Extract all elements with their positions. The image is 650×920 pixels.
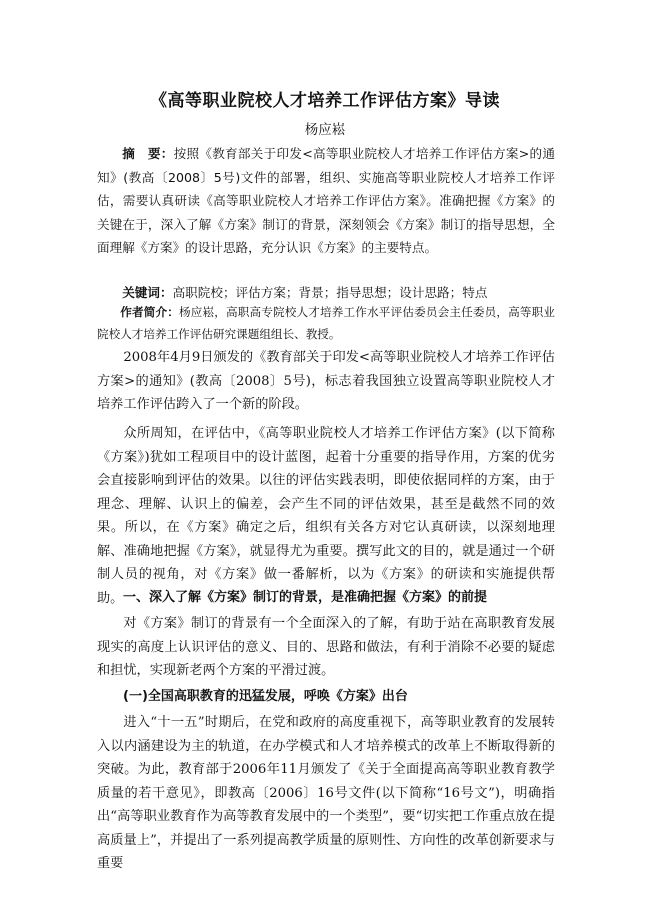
abstract-text: 按照《教育部关于印发<高等职业院校人才培养工作评估方案>的通知》(教高〔2008〕5号)文件的部署，组织、实施高等职业院校人才培养工作评估，需要认真研读《高等职业院校人才培养工作评估方案》。准确把握《方案》的关键在于，深入了解《方案》制订的背景，深刻领会《方案》制订的指导思想，全面理解《方案》的设计思路，充分认识《方案》的主要特点。	[97, 146, 556, 255]
body-paragraph-4: 进入“十一五”时期后，在党和政府的高度重视下，高等职业教育的发展转入以内涵建设为主的轨道，在办学模式和人才培养模式的改革上不断取得新的突破。为此，教育部于2006年11月颁发了《关于全面提高高等职业教育教学质量的若干意见》，即教高〔2006〕16号文件(以下简称“16号文”)，明确指出“高等职业教育作为高等教育发展中的一个类型”，要“切实把工作重点放在提高质量上”，并提出了一系列提高教学质量的原则性、方向性的改革创新要求与重要	[97, 715, 555, 871]
body-paragraph-3: 对《方案》制订的背景有一个全面深入的了解，有助于站在高职教育发展现实的高度上认识评估的意义、目的、思路和做法，有利于消除不必要的疑虑和担忧，实现新老两个方案的平滑过渡。	[97, 616, 555, 678]
author-bio-label: 作者简介：	[120, 305, 179, 319]
abstract-paragraph	[97, 142, 555, 260]
keywords-text: 高职院校；评估方案；背景；指导思想；设计思路；特点	[172, 285, 488, 300]
body-paragraph-1: 2008年4月9日颁发的《教育部关于印发<高等职业院校人才培养工作评估方案>的通知》(教高〔2008〕5号)，标志着我国独立设置高等职业院校人才培养工作评估跨入了一个新的阶段。	[97, 350, 555, 412]
subsection-heading-1: (一)全国高职教育的迅猛发展，呼唤《方案》出台	[123, 689, 408, 704]
body-paragraph-2: 众所周知，在评估中，《高等职业院校人才培养工作评估方案》(以下简称《方案》)犹如工程项目中的设计蓝图，起着十分重要的指导作用，方案的优劣会直接影响到评估的效果。以往的评估实践表明，即使依据同样的方案，由于理念、理解、认识上的偏差，会产生不同的评估效果，甚至是截然不同的效果。所以，在《方案》确定之后，组织有关各方对它认真研读，以深刻地理解、准确地把握《方案》，就显得尤为重要。撰写此文的目的，就是通过一个研制人员的视角，对《方案》做一番解析，以为《方案》的研读和实施提供帮助。	[97, 426, 555, 606]
author-name: 杨应崧	[304, 122, 346, 138]
document-title: 《高等职业院校人才培养工作评估方案》导读	[150, 91, 500, 111]
section-heading-1: 一、深入了解《方案》制订的背景，是准确把握《方案》的前提	[123, 590, 488, 605]
author-bio-text: 杨应崧，高职高专院校人才培养工作水平评估委员会主任委员，高等职业院校人才培养工作评估研究课题组组长、教授。	[97, 305, 555, 341]
author-bio-paragraph	[97, 301, 555, 345]
keywords-label: 关键词：	[122, 285, 173, 300]
abstract-label: 摘 要：	[122, 146, 174, 161]
